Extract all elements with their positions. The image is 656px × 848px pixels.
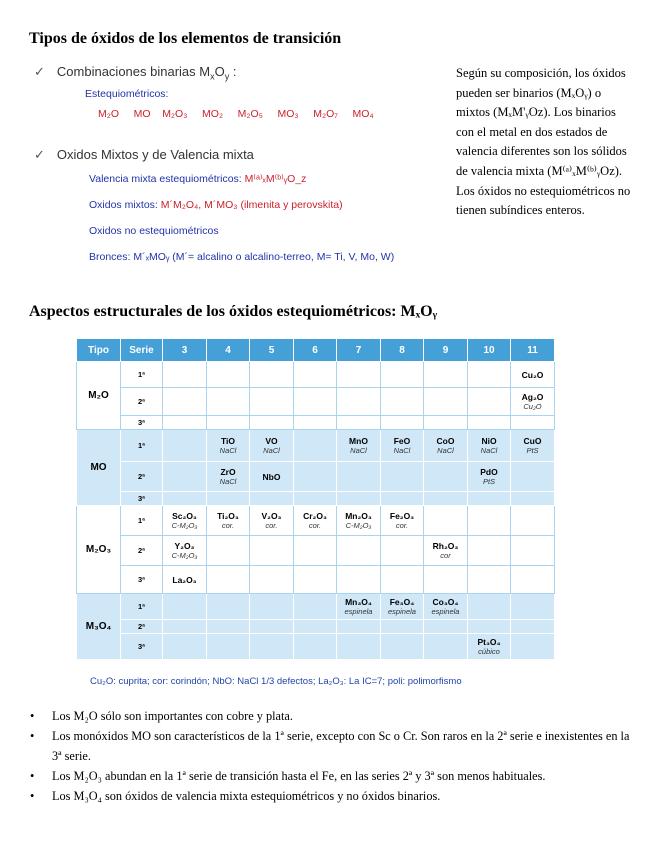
mixtos-label: Oxidos Mixtos y de Valencia mixta (56, 147, 254, 162)
mixtos-line-label: Oxidos mixtos: (89, 199, 161, 211)
oxides-table (76, 338, 555, 660)
table-cell (337, 566, 381, 594)
binarias-heading (34, 64, 237, 82)
serie-cell: 3ª (121, 634, 163, 660)
serie-cell: 3ª (121, 416, 163, 430)
oxide-formula: Fe₂O₃ (389, 511, 415, 521)
table-cell (207, 430, 250, 462)
row-group-label: M₂O₃ (77, 506, 121, 594)
checkmark-icon: ✓ (34, 147, 45, 162)
table-cell (163, 634, 207, 660)
table-legend: Cu₂O: cuprita; cor: corindón; NbO: NaCl 1/3 defectos; La₂O₃: La IC=7; poli: polimorfismo (90, 676, 462, 687)
table-cell (163, 462, 207, 492)
oxide-formula: Mn₂O₃ (345, 511, 372, 521)
binarias-label: Combinaciones binarias M (56, 64, 211, 79)
table-cell (337, 388, 381, 416)
table-cell (207, 566, 250, 594)
table-cell (163, 416, 207, 430)
table-cell (381, 416, 424, 430)
oxide-formula: CuO (523, 436, 542, 446)
structure-note: C-M₂O₃ (171, 521, 198, 530)
table-cell (337, 506, 381, 536)
table-cell (424, 430, 468, 462)
column-header: 4 (207, 339, 250, 362)
mixtos-line-formula: M⁽ᵃ⁾ₓM⁽ᵇ⁾ᵧO_z (244, 173, 307, 185)
table-row (77, 430, 555, 462)
serie-cell: 1ª (121, 506, 163, 536)
table-cell (511, 506, 555, 536)
oxide-formula: MnO (349, 436, 368, 446)
structure-note: NaCl (393, 446, 411, 455)
table-cell (511, 462, 555, 492)
table-row (77, 506, 555, 536)
oxide-formula: NiO (481, 436, 497, 446)
table-cell (337, 462, 381, 492)
table-row (77, 634, 555, 660)
row-group-label: M₃O₄ (77, 594, 121, 660)
table-cell (381, 388, 424, 416)
checkmark-icon: ✓ (34, 64, 45, 79)
table-cell (381, 566, 424, 594)
structure-note: NaCl (480, 446, 498, 455)
table-cell (294, 506, 337, 536)
table-cell (424, 492, 468, 506)
column-header: Serie (121, 339, 163, 362)
table-cell (250, 388, 294, 416)
structure-note: PtS (526, 446, 539, 455)
column-header: 11 (511, 339, 555, 362)
table-cell (294, 620, 337, 634)
formula-item: M₂O₇ (313, 108, 338, 120)
table-cell (381, 430, 424, 462)
section-title-tipos: Tipos de óxidos de los elementos de transición (29, 30, 342, 47)
table-cell (163, 492, 207, 506)
table-cell (424, 536, 468, 566)
structure-note: NaCl (219, 477, 237, 486)
formula-item: MO₂ (202, 108, 224, 120)
table-cell (294, 430, 337, 462)
mixtos-line-3 (89, 225, 219, 237)
structure-note: NaCl (350, 446, 367, 455)
table-body (77, 362, 555, 660)
table-cell (163, 536, 207, 566)
oxide-formula: ZrO (220, 467, 236, 477)
table-cell (337, 416, 381, 430)
table-cell (468, 416, 511, 430)
section-title-aspectos: Aspectos estructurales de los óxidos estequiométricos: MₓOᵧ (29, 303, 438, 320)
table-cell (381, 634, 424, 660)
table-cell (468, 388, 511, 416)
table-cell (511, 566, 555, 594)
oxide-formula: CoO (436, 436, 455, 446)
column-header: 3 (163, 339, 207, 362)
structure-note: cor (440, 551, 451, 560)
table-cell (294, 634, 337, 660)
column-header: 6 (294, 339, 337, 362)
structure-note: cor. (221, 521, 235, 530)
serie-cell: 2ª (121, 536, 163, 566)
table-cell (294, 462, 337, 492)
table-cell (294, 362, 337, 388)
table-cell (250, 620, 294, 634)
oxide-formula: PdO (480, 467, 498, 477)
table-cell (424, 362, 468, 388)
mixtos-line-4 (89, 251, 394, 263)
binarias-label-end: : (229, 64, 237, 79)
table-cell (337, 362, 381, 388)
structure-note: cor. (395, 521, 409, 530)
serie-cell: 2ª (121, 388, 163, 416)
column-header: 8 (381, 339, 424, 362)
table-cell (424, 416, 468, 430)
table-cell (294, 416, 337, 430)
table-cell (250, 594, 294, 620)
structure-note: cor. (308, 521, 322, 530)
oxide-formula: VO (265, 436, 278, 446)
oxide-formula: Ag₂O (521, 392, 544, 402)
table-cell (424, 634, 468, 660)
table-cell (163, 430, 207, 462)
table-cell (424, 566, 468, 594)
table-cell (468, 362, 511, 388)
estequio-formulas (98, 108, 374, 120)
oxide-formula: TiO (220, 436, 235, 446)
table-cell (511, 362, 555, 388)
table-cell (207, 462, 250, 492)
table-cell (424, 620, 468, 634)
table-cell (337, 594, 381, 620)
mixtos-line-label: Valencia mixta estequiométricos: (89, 173, 245, 185)
serie-cell: 1ª (121, 594, 163, 620)
table-cell (424, 594, 468, 620)
binarias-sub-y: y (224, 71, 230, 82)
list-item: • Los M₃O₄ son óxidos de valencia mixta estequiométricos y no óxidos binarios. (30, 786, 630, 806)
table-cell (207, 506, 250, 536)
mixtos-line-label: Bronces: (89, 251, 134, 263)
structure-note: espinela (388, 607, 416, 616)
table-row (77, 536, 555, 566)
table-cell (468, 430, 511, 462)
table-row (77, 594, 555, 620)
structure-note: espinela (431, 607, 460, 616)
formula-item: MO₃ (277, 108, 299, 120)
structure-note: cor. (265, 521, 278, 530)
table-cell (250, 430, 294, 462)
mixtos-line-1 (89, 173, 306, 185)
table-cell (381, 620, 424, 634)
table-cell (207, 388, 250, 416)
table-cell (511, 620, 555, 634)
table-cell (468, 566, 511, 594)
table-row (77, 388, 555, 416)
structure-note: cúbico (478, 647, 500, 656)
table-cell (468, 492, 511, 506)
table-cell (511, 430, 555, 462)
structure-note: NaCl (219, 446, 237, 455)
table-cell (250, 362, 294, 388)
column-header: 7 (337, 339, 381, 362)
table-cell (294, 388, 337, 416)
table-cell (207, 362, 250, 388)
binarias-label-mid: O (214, 64, 225, 79)
table-cell (250, 506, 294, 536)
table-cell (381, 362, 424, 388)
oxide-formula: FeO (393, 436, 411, 446)
table-cell (250, 462, 294, 492)
table-row (77, 492, 555, 506)
row-group-label: M₂O (77, 362, 121, 430)
table-cell (511, 594, 555, 620)
column-header: 9 (424, 339, 468, 362)
formula-item: M₂O₅ (237, 108, 263, 120)
table-cell (381, 594, 424, 620)
formula-item: MO (133, 108, 151, 120)
oxide-formula: Sc₂O₃ (172, 511, 197, 521)
table-header-row (77, 339, 555, 362)
structure-note: C-M₂O₃ (171, 551, 198, 560)
row-group-label: MO (77, 430, 121, 506)
table-cell (468, 634, 511, 660)
table-cell (163, 362, 207, 388)
table-cell (250, 536, 294, 566)
table-row (77, 620, 555, 634)
table-cell (163, 566, 207, 594)
table-cell (207, 634, 250, 660)
table-cell (468, 536, 511, 566)
structure-note: PtS (482, 477, 496, 486)
structure-note: C-M₂O₃ (345, 521, 372, 530)
structure-note: Cu₂O (523, 402, 542, 411)
serie-cell: 1ª (121, 362, 163, 388)
oxide-formula: La₂O₃ (172, 574, 197, 585)
table-cell (207, 416, 250, 430)
table-cell (424, 506, 468, 536)
table-cell (424, 388, 468, 416)
column-header: Tipo (77, 339, 121, 362)
table-cell (294, 594, 337, 620)
list-item: • Los M₂O₃ abundan en la 1ª serie de transición hasta el Fe, en las series 2ª y 3ª son menos habituales. (30, 766, 630, 786)
oxide-formula: Y₂O₃ (174, 541, 195, 551)
table-cell (468, 594, 511, 620)
table-cell (294, 536, 337, 566)
table-cell (207, 536, 250, 566)
oxide-formula: Co₃O₄ (432, 597, 459, 607)
table-cell (468, 506, 511, 536)
side-note: Según su composición, los óxidos pueden ser binarios (MₓOᵧ) o mixtos (MₓM'ᵧOz). Los binarios con el metal en dos estados de valencia diferentes son los sólidos de valencia mixta (M⁽ᵃ⁾ₓM⁽ᵇ⁾ᵧOz). Los óxidos no estequiométricos no tienen subíndices enteros. (456, 66, 631, 218)
table-row (77, 462, 555, 492)
mixtos-line-label: Oxidos no estequiométricos (89, 225, 219, 237)
table-cell (250, 416, 294, 430)
table-cell (163, 594, 207, 620)
table-cell (511, 388, 555, 416)
mixtos-heading (34, 147, 254, 163)
table-cell (163, 506, 207, 536)
table-row (77, 416, 555, 430)
table-cell (337, 536, 381, 566)
table-cell (424, 462, 468, 492)
serie-cell: 3ª (121, 566, 163, 594)
table-cell (511, 492, 555, 506)
table-cell (337, 492, 381, 506)
serie-cell: 3ª (121, 492, 163, 506)
column-header: 10 (468, 339, 511, 362)
mixtos-line-formula: M´M₂O₄, M´MO₃ (ilmenita y perovskita) (160, 199, 343, 211)
formula-item: MO₄ (352, 108, 374, 120)
table-cell (511, 416, 555, 430)
table-cell (250, 492, 294, 506)
table-cell (337, 430, 381, 462)
oxide-formula: Mn₃O₄ (345, 597, 372, 607)
oxide-formula: Ti₂O₃ (217, 511, 239, 521)
oxide-formula: Cu₂O (521, 369, 544, 380)
table-cell (381, 492, 424, 506)
serie-cell: 2ª (121, 620, 163, 634)
list-item: • Los monóxidos MO son característicos de la 1ª serie, excepto con Sc o Cr. Son raros en la 2ª serie e inexistentes en la 3ª serie. (30, 726, 630, 766)
serie-cell: 2ª (121, 462, 163, 492)
oxide-formula: Pt₃O₄ (477, 637, 501, 647)
table-cell (163, 388, 207, 416)
table-cell (207, 620, 250, 634)
table-cell (468, 620, 511, 634)
column-header: 5 (250, 339, 294, 362)
mixtos-line-formula: M´ₓMOᵧ (M´= alcalino o alcalino-terreo, M= Ti, V, Mo, W) (133, 251, 395, 263)
oxide-formula: NbO (262, 471, 281, 482)
table-cell (337, 634, 381, 660)
table-cell (250, 566, 294, 594)
table-row (77, 566, 555, 594)
formula-item: M₂O₃ (162, 108, 188, 120)
table-row (77, 362, 555, 388)
serie-cell: 1ª (121, 430, 163, 462)
table-cell (468, 462, 511, 492)
table-cell (381, 506, 424, 536)
oxide-formula: Cr₂O₃ (303, 511, 327, 521)
table-cell (294, 566, 337, 594)
oxide-formula: V₂O₃ (261, 511, 282, 521)
table-cell (207, 594, 250, 620)
table-cell (337, 620, 381, 634)
oxide-formula: Rh₂O₃ (432, 541, 459, 551)
estequio-label: Estequiométricos: (85, 88, 169, 100)
list-item: • Los M₂O sólo son importantes con cobre y plata. (30, 706, 630, 726)
table-cell (511, 536, 555, 566)
structure-note: espinela (344, 607, 373, 616)
formula-item: M₂O (98, 108, 119, 120)
table-cell (163, 620, 207, 634)
table-cell (381, 536, 424, 566)
table-cell (207, 492, 250, 506)
structure-note: NaCl (263, 446, 280, 455)
table-cell (250, 634, 294, 660)
binarias-sub-x: x (210, 71, 215, 82)
table-cell (381, 462, 424, 492)
oxide-formula: Fe₃O₄ (389, 597, 415, 607)
notes-list (30, 706, 630, 806)
table-cell (294, 492, 337, 506)
structure-note: NaCl (437, 446, 454, 455)
mixtos-line-2 (89, 199, 343, 211)
table-cell (511, 634, 555, 660)
